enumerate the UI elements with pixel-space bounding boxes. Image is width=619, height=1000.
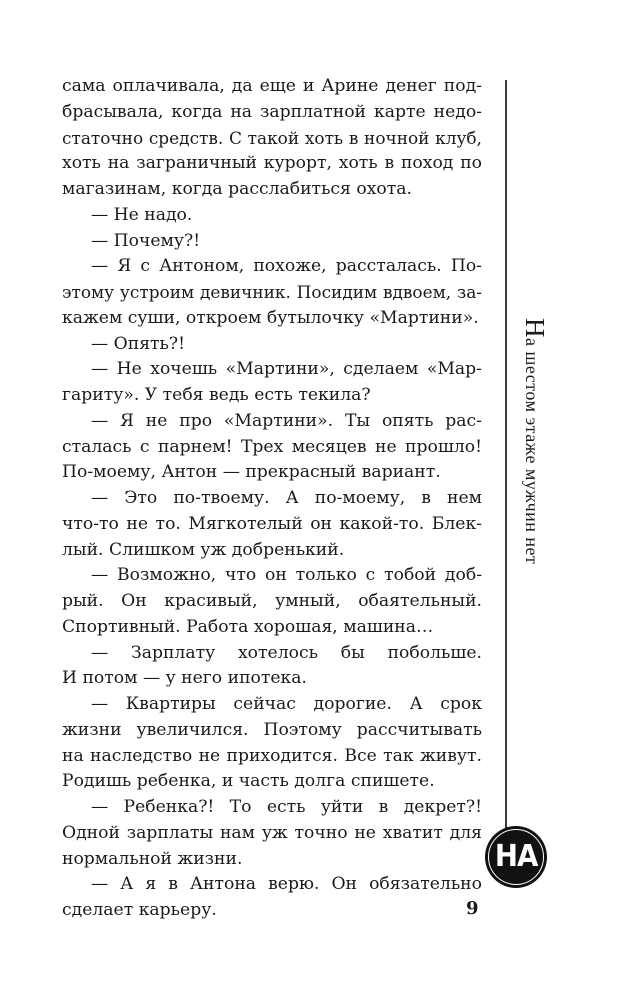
text-line: гариту». У тебя ведь есть текила? xyxy=(62,385,371,405)
text-line: Родишь ребенка, и часть долга спишете. xyxy=(62,771,435,792)
text-line: — А я в Антона верю. Он обязательно xyxy=(91,874,482,895)
text-line: — Почему?! xyxy=(91,230,201,251)
text-line: сделает карьеру. xyxy=(62,900,217,920)
text-line: кажем суши, откроем бутылочку «Мартини». xyxy=(62,307,479,328)
text-line: — Это по-твоему. А по-моему, в нем xyxy=(91,488,482,508)
text-line: И потом — у него ипотека. xyxy=(62,668,308,689)
body-text xyxy=(62,74,482,924)
text-line: магазинам, когда расслабиться охота. xyxy=(62,179,412,199)
running-title-text xyxy=(517,318,550,564)
text-line: хоть на заграничный курорт, хоть в поход по xyxy=(62,153,482,174)
text-line: — Я с Антоном, похоже, рассталась. По- xyxy=(91,256,482,277)
text-line: лый. Слишком уж добренький. xyxy=(62,539,345,560)
running-title xyxy=(520,318,550,658)
text-line: нормальной жизни. xyxy=(62,848,243,869)
text-line: Спортивный. Работа хорошая, машина… xyxy=(62,616,434,637)
text-line: что-то не то. Мягкотелый он какой-то. Блек- xyxy=(62,513,482,534)
text-line: По-моему, Антон — прекрасный вариант. xyxy=(62,462,441,483)
text-line: — Не хочешь «Мартини», сделаем «Мар- xyxy=(91,359,482,380)
side-rule-divider xyxy=(505,80,507,828)
text-line: — Зарплату хотелось бы побольше. xyxy=(91,642,482,663)
text-line: брасывала, когда на зарплатной карте недо- xyxy=(62,101,482,122)
text-line: сталась с парнем! Трех месяцев не прошло! xyxy=(62,436,482,457)
text-line: — Не надо. xyxy=(91,204,193,225)
text-line: — Возможно, что он только с тобой доб- xyxy=(91,565,482,586)
text-line: этому устроим девичник. Посидим вдвоем, за- xyxy=(62,282,482,302)
running-title-rest: а шестом этаже мужчин нет xyxy=(522,338,542,565)
text-line: жизни увеличился. Поэтому рассчитывать xyxy=(62,719,482,740)
page-number: 9 xyxy=(466,898,479,919)
text-line: — Я не про «Мартини». Ты опять рас- xyxy=(91,410,482,431)
text-line: — Опять?! xyxy=(91,333,186,354)
text-line: — Квартиры сейчас дорогие. А срок xyxy=(91,694,482,714)
publisher-logo-icon xyxy=(485,826,547,888)
text-line: — Ребенка?! То есть уйти в декрет?! xyxy=(91,797,482,817)
text-line: на наследство не приходится. Все так живут. xyxy=(62,745,482,766)
running-title-initial: Н xyxy=(520,318,550,338)
text-line: Одной зарплаты нам уж точно не хватит для xyxy=(62,822,482,843)
text-line: сама оплачивала, да еще и Арине денег под- xyxy=(62,76,482,96)
text-line: статочно средств. С такой хоть в ночной клуб, xyxy=(62,127,482,148)
publisher-logo-text: НА xyxy=(494,839,538,874)
text-line: рый. Он красивый, умный, обаятельный. xyxy=(62,591,482,611)
